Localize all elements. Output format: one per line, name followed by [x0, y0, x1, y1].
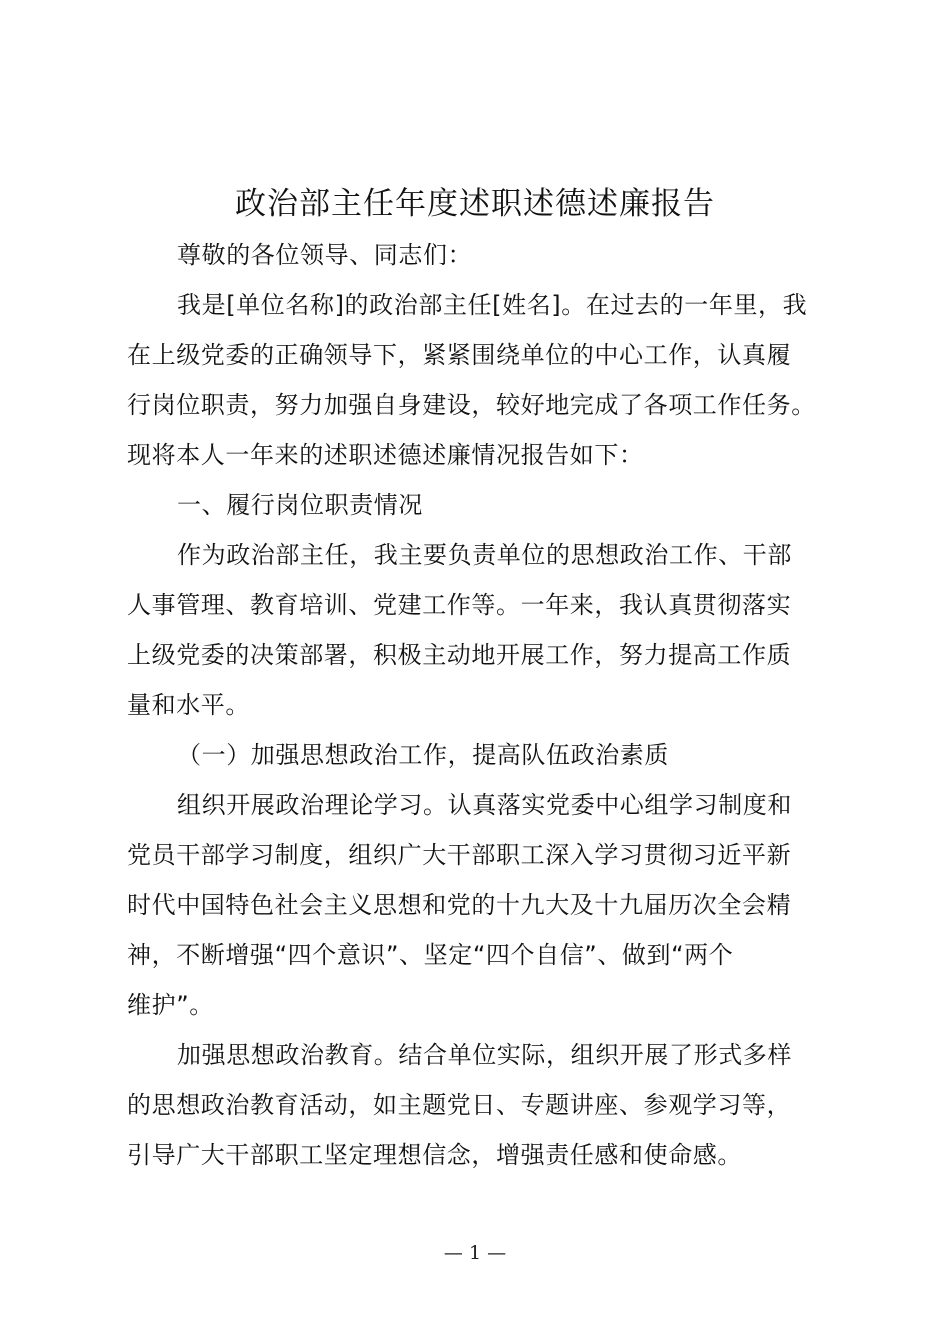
paragraph-line: 行岗位职责，努力加强自身建设，较好地完成了各项工作任务。	[127, 391, 816, 419]
paragraph-line: 组织开展政治理论学习。认真落实党委中心组学习制度和	[177, 791, 792, 819]
subsection-heading: （一）加强思想政治工作，提高队伍政治素质	[177, 741, 669, 769]
paragraph-line: 人事管理、教育培训、党建工作等。一年来，我认真贯彻落实	[127, 591, 792, 619]
paragraph-line: 维护”。	[127, 991, 214, 1019]
page-number: — 1 —	[443, 1242, 507, 1264]
paragraph-line: 党员干部学习制度，组织广大干部职工深入学习贯彻习近平新	[127, 841, 792, 869]
paragraph-line: 我是[单位名称]的政治部主任[姓名]。在过去的一年里，我	[177, 291, 808, 319]
paragraph-line: 在上级党委的正确领导下，紧紧围绕单位的中心工作，认真履	[127, 341, 792, 369]
paragraph-line: 引导广大干部职工坚定理想信念，增强责任感和使命感。	[127, 1141, 742, 1169]
paragraph-line: 加强思想政治教育。结合单位实际，组织开展了形式多样	[177, 1041, 792, 1069]
paragraph-line: 作为政治部主任，我主要负责单位的思想政治工作、干部	[177, 541, 792, 569]
paragraph-line: 上级党委的决策部署，积极主动地开展工作，努力提高工作质	[127, 641, 792, 669]
document-title: 政治部主任年度述职述德述廉报告	[235, 186, 715, 222]
paragraph-line: 神，不断增强“四个意识”、坚定“四个自信”、做到“两个	[127, 941, 734, 969]
section-heading: 一、履行岗位职责情况	[177, 491, 423, 519]
paragraph-line: 时代中国特色社会主义思想和党的十九大及十九届历次全会精	[127, 891, 792, 919]
paragraph-line: 的思想政治教育活动，如主题党日、专题讲座、参观学习等，	[127, 1091, 792, 1119]
salutation: 尊敬的各位领导、同志们：	[177, 241, 473, 269]
paragraph-line: 量和水平。	[127, 691, 250, 719]
paragraph-line: 现将本人一年来的述职述德述廉情况报告如下：	[127, 441, 644, 469]
